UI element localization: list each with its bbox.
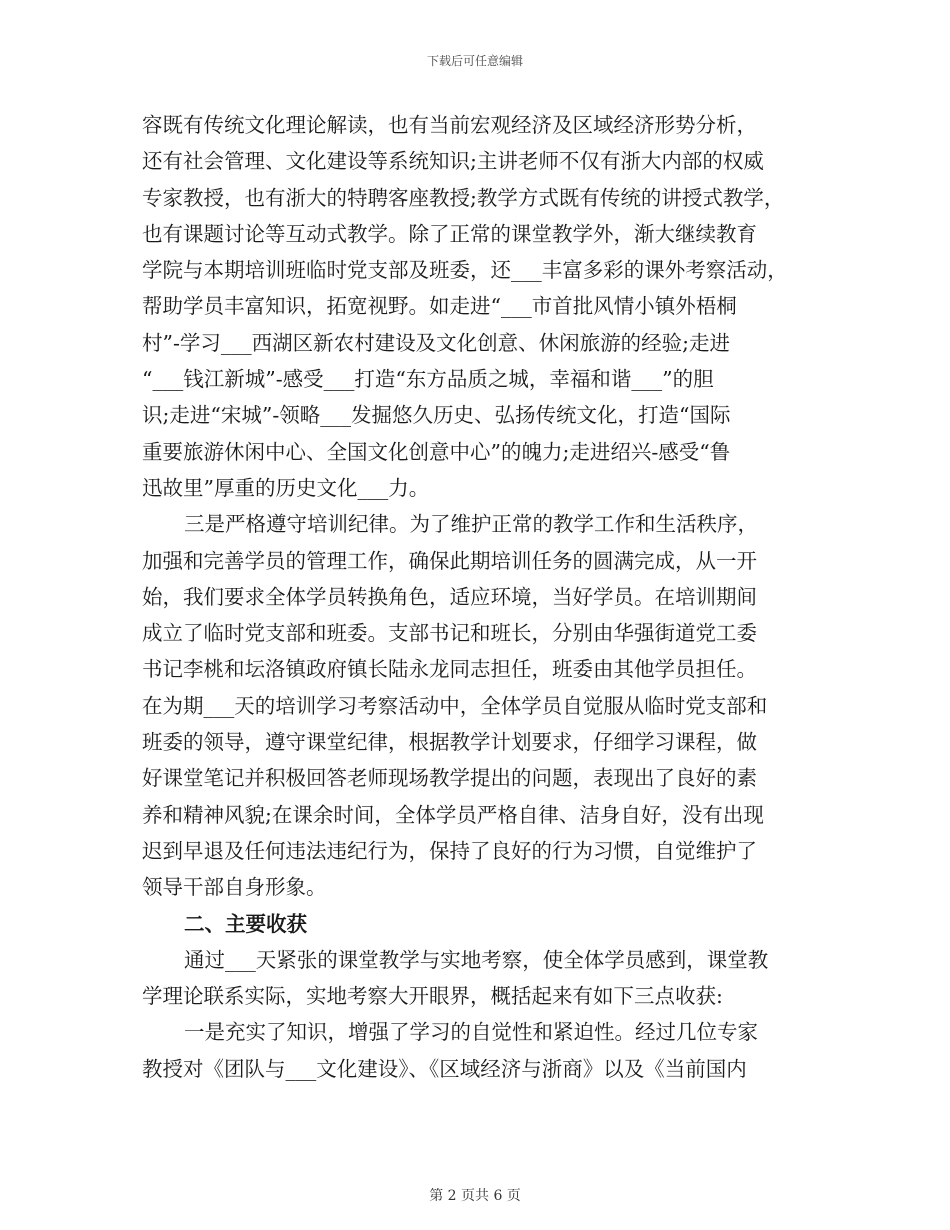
section-heading: 二、主要收获 — [184, 911, 307, 936]
text-line: 好课堂笔记并积极回答老师现场教学提出的问题，表现出了良好的素 — [142, 766, 757, 791]
text-line: 学理论联系实际，实地考察大开眼界，概括起来有如下三点收获: — [142, 984, 723, 1009]
text-line: 还有社会管理、文化建设等系统知识;主讲老师不仅有浙大内部的权威 — [142, 149, 764, 174]
paragraph-start-line: 一是充实了知识，增强了学习的自觉性和紧迫性。经过几位专家 — [184, 1020, 758, 1045]
paragraph-start-line: 三是严格遵守培训纪律。为了维护正常的教学工作和生活秩序， — [184, 512, 758, 537]
paragraph-start-line: 通过___天紧张的课堂教学与实地考察，使全体学员感到，课堂教 — [184, 947, 769, 972]
text-line: 迅故里”厚重的历史文化___力。 — [142, 475, 430, 500]
text-line: 帮助学员丰富知识，拓宽视野。如走进“___市首批风情小镇外梧桐 — [142, 294, 737, 319]
text-line: 始，我们要求全体学员转换角色，适应环境，当好学员。在培训期间 — [142, 584, 757, 609]
text-line: 养和精神风貌;在课余时间，全体学员严格自律、洁身自好，没有出现 — [142, 802, 764, 827]
text-line: 学院与本期培训班临时党支部及班委，还___丰富多彩的课外考察活动， — [142, 258, 788, 283]
text-line: 成立了临时党支部和班委。支部书记和班长，分别由华强街道党工委 — [142, 621, 757, 646]
text-line: 容既有传统文化理论解读，也有当前宏观经济及区域经济形势分析， — [142, 113, 757, 137]
text-line: 迟到早退及任何违法违纪行为，保持了良好的行为习惯，自觉维护了 — [142, 838, 757, 863]
text-line: 教授对《团队与___文化建设》、《区域经济与浙商》以及《当前国内 — [142, 1056, 747, 1081]
page-header-note: 下载后可任意编辑 — [426, 54, 523, 68]
text-line: 识;走进“宋城”-领略___发掘悠久历史、弘扬传统文化，打造“国际 — [142, 403, 731, 428]
body-text — [142, 107, 818, 1087]
text-line: 专家教授，也有浙大的特聘客座教授;教学方式既有传统的讲授式教学， — [142, 185, 785, 210]
text-line: “___钱江新城”-感受___打造“东方品质之城，幸福和谐___”的胆 — [142, 367, 714, 392]
text-line: 班委的领导，遵守课堂纪律，根据教学计划要求，仔细学习课程，做 — [142, 730, 757, 755]
page-number-footer: 第 2 页共 6 页 — [429, 1188, 521, 1204]
text-line: 村”-学习___西湖区新农村建设及文化创意、休闲旅游的经验;走进 — [142, 330, 731, 355]
text-line: 也有课题讨论等互动式教学。除了正常的课堂教学外，渐大继续教育 — [142, 221, 757, 246]
text-line: 书记李桃和坛洛镇政府镇长陆永龙同志担任，班委由其他学员担任。 — [142, 657, 757, 682]
text-line: 领导干部自身形象。 — [142, 875, 327, 900]
text-line: 加强和完善学员的管理工作，确保此期培训任务的圆满完成，从一开 — [142, 548, 757, 573]
text-line: 在为期___天的培训学习考察活动中，全体学员自觉服从临时党支部和 — [142, 693, 768, 718]
text-line: 重要旅游休闲中心、全国文化创意中心”的魄力;走进绍兴-感受“鲁 — [142, 439, 731, 464]
